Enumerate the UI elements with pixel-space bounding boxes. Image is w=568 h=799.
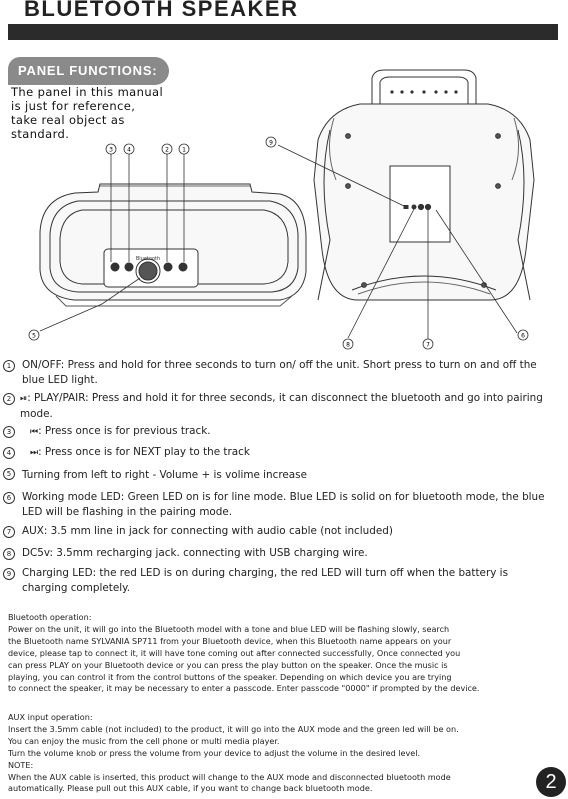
function-item-text: Working mode LED: Green LED on is for line mode. Blue LED is solid on for bluetooth mode, the blue LED will be flashing in the pairing mode.: [22, 491, 545, 518]
front-view-speaker: [40, 184, 306, 306]
play-pause-icon: ⏯: [20, 394, 28, 404]
svg-text:6: 6: [521, 332, 525, 340]
svg-text:3: 3: [109, 146, 113, 154]
svg-text:8: 8: [346, 341, 350, 349]
next-track-icon: ⏭: [30, 448, 39, 458]
item-number-badge: 9: [3, 568, 15, 580]
back-top-handle-dots: [390, 90, 457, 93]
function-item-text: ON/OFF: Press and hold for three seconds to turn on/ off the unit. Short press to turn on and off the blue LED light.: [22, 359, 537, 386]
reference-note: The panel in this manual is just for reference, take real object as standard.: [11, 85, 164, 141]
svg-text:1: 1: [182, 146, 186, 154]
svg-text:7: 7: [426, 341, 430, 349]
function-item-text: : Press once is for previous track.: [38, 425, 211, 437]
panel-bluetooth-label: Bluetooth: [135, 256, 161, 262]
item-number-badge: 3: [3, 426, 15, 438]
svg-text:4: 4: [127, 146, 131, 154]
page-title: BLUETOOTH SPEAKER: [24, 0, 299, 21]
previous-track-icon: ⏮: [30, 427, 39, 437]
back-view-speaker: [314, 70, 534, 300]
item-number-badge: 7: [3, 526, 15, 538]
item-number-badge: 1: [3, 360, 15, 372]
item-number-badge: 8: [3, 548, 15, 560]
item-number-badge: 4: [3, 447, 15, 459]
bluetooth-operation-text: Bluetooth operation: Power on the unit, it will go into the Bluetooth model with a tone and blue LED will be flashing slowly, search the Bluetooth name SYLVANIA SP711 from your Bluetooth device, when this Bluetooth name appears on your device, please tap to connect it, it will have tone coming out after connected successfully, Once connected you can press PLAY on your Bluetooth device or you can press the play button on the speaker. Once the music is playing, you can control it from the control buttons of the speaker. Depending on which device you are trying to connect the speaker, it may be necessary to enter a passcode. Enter passcode "0000" if prompted by the device.: [8, 612, 480, 694]
function-item-text: Turning from left to right - Volume + is volime increase: [22, 469, 307, 481]
svg-text:9: 9: [269, 139, 273, 147]
function-item-text: : Press once is for NEXT play to the track: [38, 446, 250, 458]
item-number-badge: 5: [3, 468, 15, 480]
item-number-badge: 2: [3, 393, 15, 405]
function-item-text: DC5v: 3.5mm recharging jack. connecting with USB charging wire.: [22, 547, 368, 559]
aux-operation-text: AUX input operation: Insert the 3.5mm cable (not included) to the product, it will go into the AUX mode and the green led will be on. You can enjoy the music from the cell phone or multi media player. Turn the volume knob or press the volume from your device to adjust the volume in the desired level. NOTE: When the AUX cable is inserted, this product will change to the AUX mode and disconnected bluetooth mode automatically. Please pull out this AUX cable, if you want to change back bluetooth mode.: [8, 712, 459, 794]
function-item-text: AUX: 3.5 mm line in jack for connecting with audio cable (not included): [22, 525, 393, 537]
item-number-badge: 6: [3, 492, 15, 504]
function-item-text: Charging LED: the red LED is on during charging, the red LED will turn off when the battery is charging completely.: [22, 567, 508, 594]
speaker-illustrations: [0, 0, 568, 360]
function-item-text: : PLAY/PAIR: Press and hold it for three seconds, it can disconnect the bluetooth and go into pairing mode.: [20, 392, 543, 420]
svg-text:5: 5: [32, 332, 36, 340]
panel-functions-label: PANEL FUNCTIONS:: [18, 63, 158, 78]
page-number-badge: 2: [536, 767, 566, 797]
svg-text:2: 2: [165, 146, 169, 154]
